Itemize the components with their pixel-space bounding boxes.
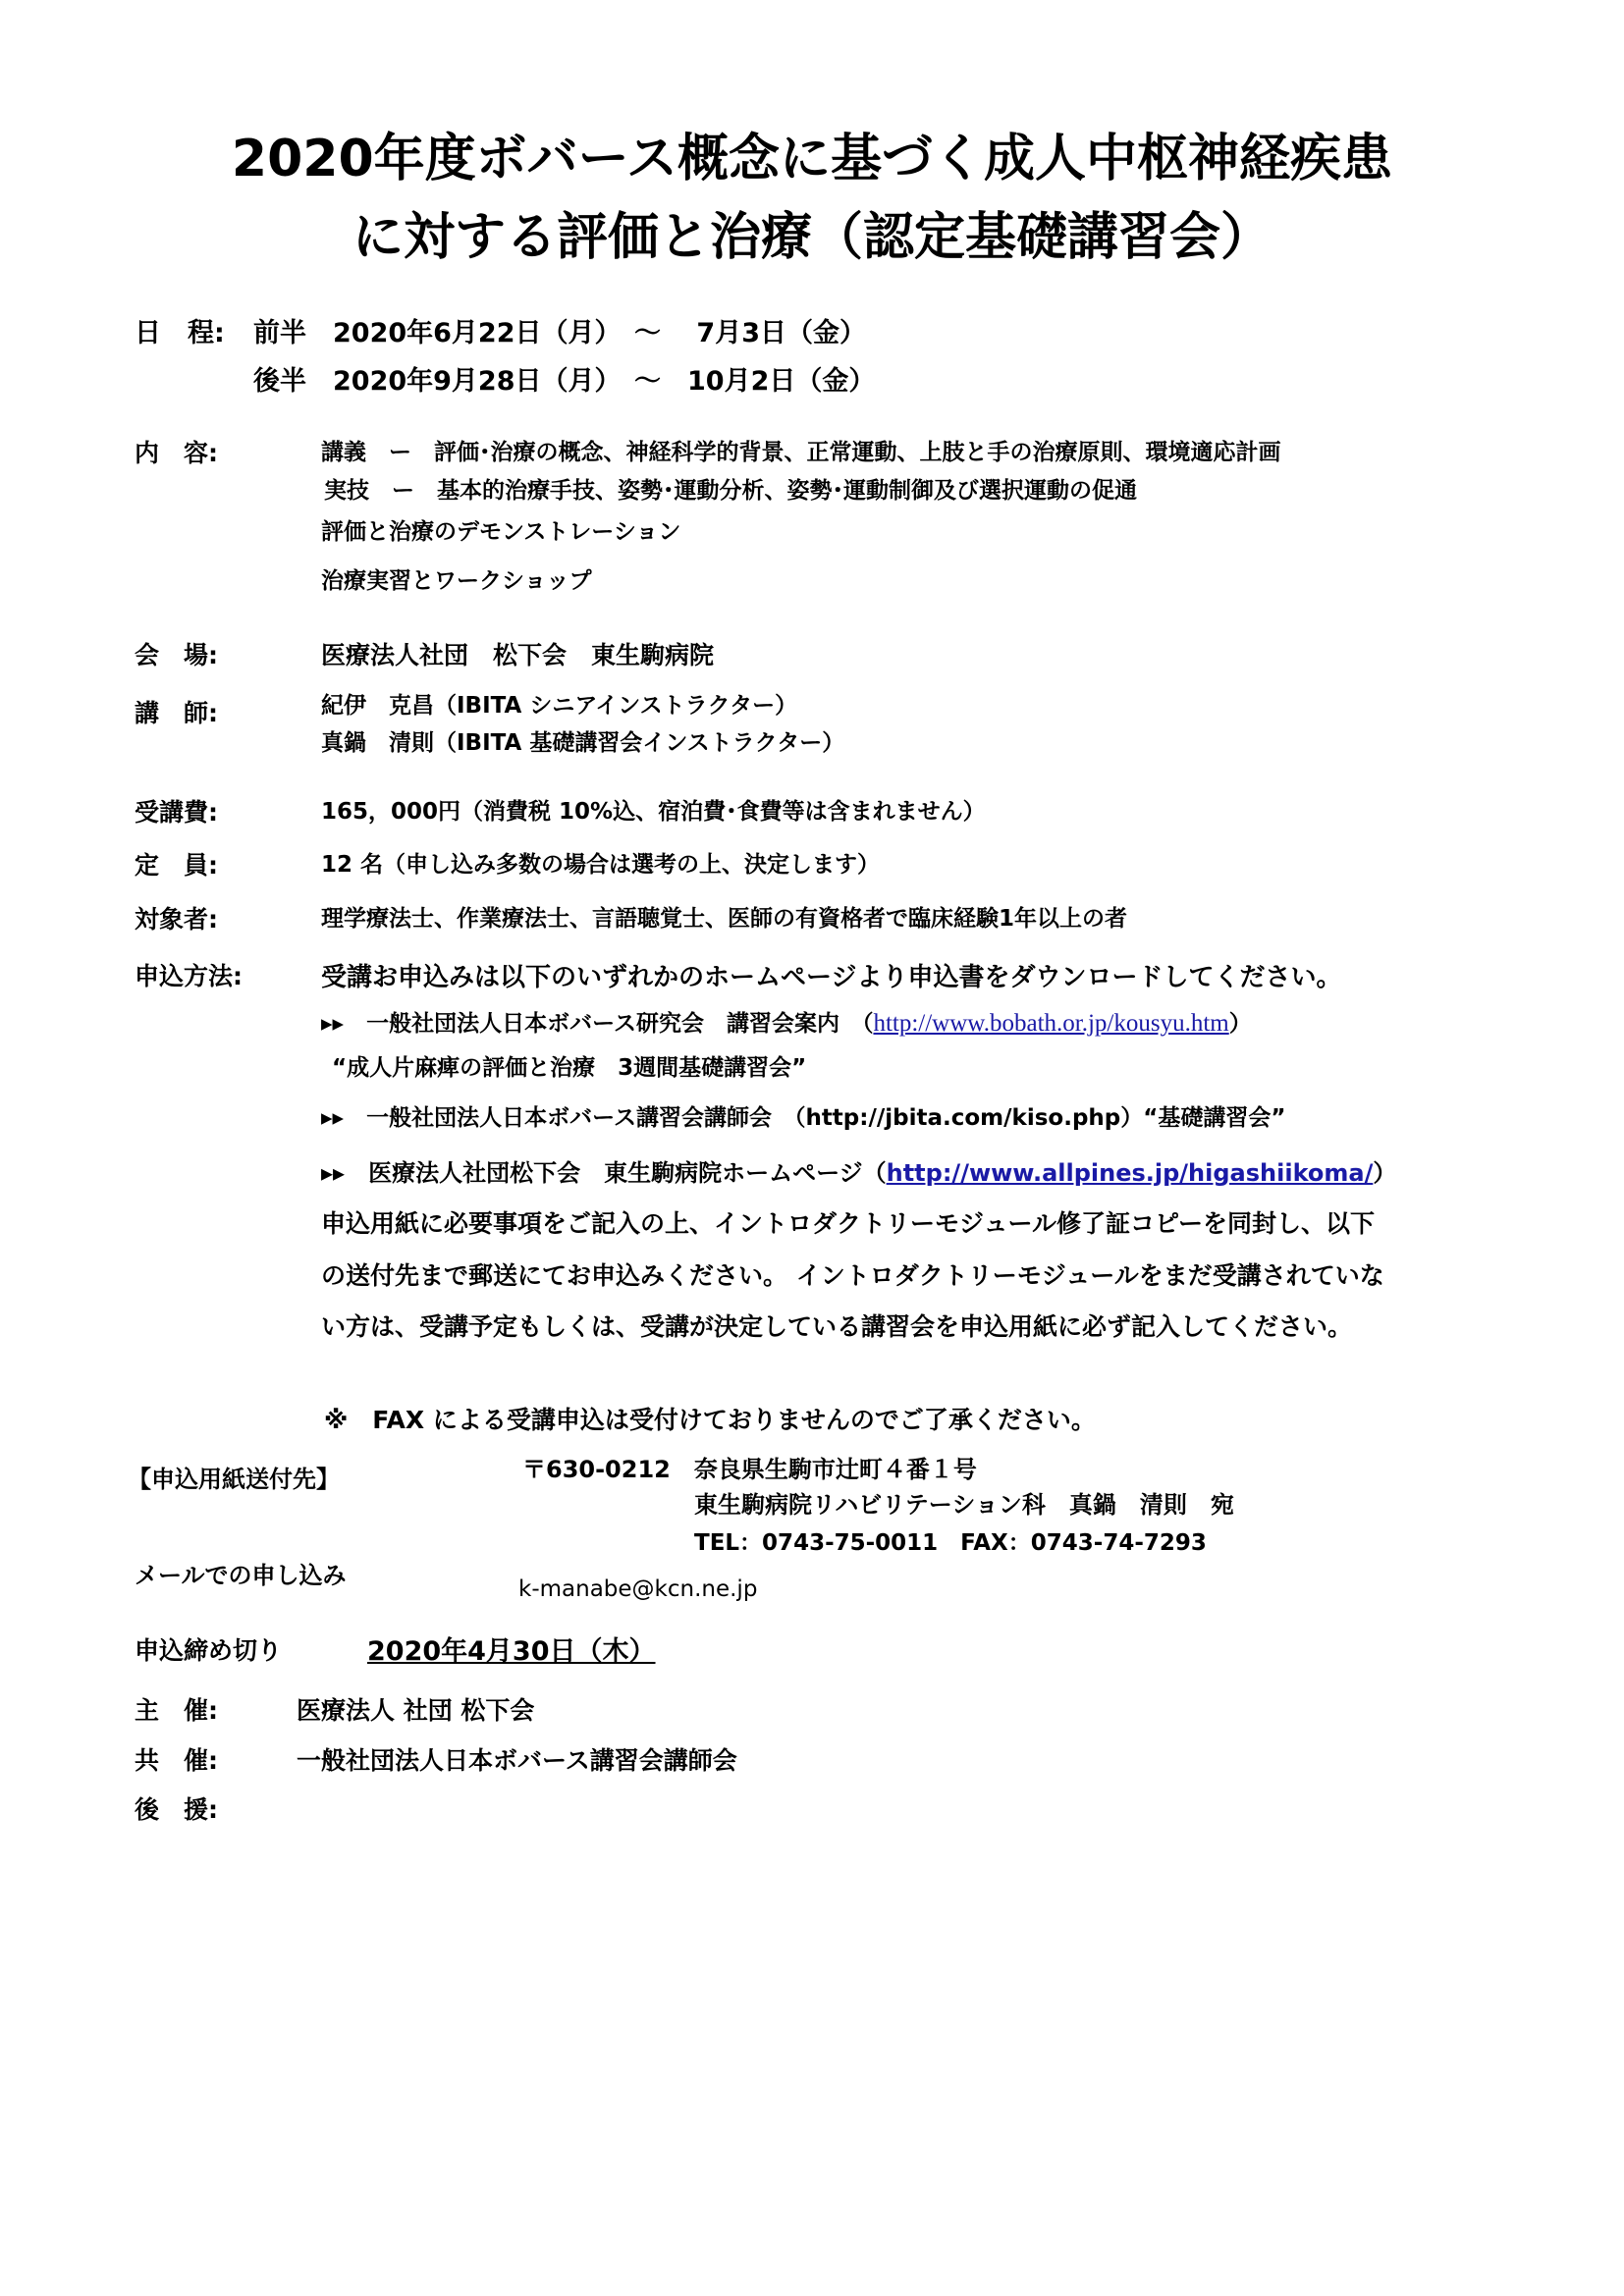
apply-link3-close: ）: [1373, 1159, 1397, 1187]
content-line-3: 評価と治療のデモンストレーション: [321, 519, 681, 545]
email-label: メールでの申し込み: [135, 1562, 347, 1589]
cohost-label: 共 催:: [135, 1746, 218, 1775]
apply-link3-row: [321, 1153, 1396, 1188]
capacity-label: 定 員:: [135, 851, 218, 880]
venue-label: 会 場:: [135, 641, 218, 669]
mailto-tel: TEL：0743-75-0011 FAX：0743-74-7293: [694, 1530, 1207, 1556]
mailto-address2: 東生駒病院リハビリテーション科 真鍋 清則 宛: [694, 1491, 1234, 1519]
deadline-value: 2020年4月30日（木）: [367, 1636, 656, 1667]
apply-body-3: い方は、受講予定もしくは、受講が決定している講習会を申込用紙に必ず記入してください。: [321, 1312, 1353, 1341]
apply-body-1: 申込用紙に必要事項をご記入の上、イントロダクトリーモジュール修了証コピーを同封し、以下: [321, 1209, 1376, 1238]
instructors-label: 講 師:: [135, 699, 218, 727]
capacity-value: 12 名（申し込み多数の場合は選考の上、決定します）: [321, 852, 881, 878]
page-title-line2: に対する評価と治療（認定基礎講習会）: [352, 208, 1272, 267]
host-label: 主 催:: [135, 1696, 218, 1725]
page-title-line1: 2020年度ボバース概念に基づく成人中枢神経疾患: [231, 130, 1393, 188]
schedule-label: 日 程:: [135, 318, 225, 348]
apply-body-2: の送付先まで郵送にてお申込みください。 イントロダクトリーモジュールをまだ受講されていな: [321, 1261, 1384, 1290]
mailto-label: 【申込用紙送付先】: [128, 1466, 340, 1493]
venue-value: 医療法人社団 松下会 東生駒病院: [321, 641, 715, 669]
apply-link2-row[interactable]: ▸▸ 一般社団法人日本ボバース講習会講師会 （http://jbita.com/kiso.php）“基礎講習会”: [321, 1105, 1286, 1131]
bobath-link[interactable]: http://www.bobath.or.jp/kousyu.htm: [873, 1010, 1229, 1037]
schedule-second: 後半 2020年9月28日（月） ～ 10月2日（金）: [253, 366, 876, 397]
target-label: 対象者:: [135, 905, 218, 934]
content-label: 内 容:: [135, 439, 218, 467]
cohost-value: 一般社団法人日本ボバース講習会講師会: [297, 1746, 737, 1775]
instructor-2: 真鍋 清則（IBITA 基礎講習会インストラクター）: [321, 730, 845, 756]
apply-label: 申込方法:: [135, 962, 243, 990]
apply-link1-close: ）: [1228, 1011, 1252, 1037]
target-value: 理学療法士、作業療法士、言語聴覚士、医師の有資格者で臨床経験1年以上の者: [321, 906, 1128, 932]
support-label: 後 援:: [135, 1795, 218, 1824]
apply-note: ※ FAX による受講申込は受付けておりませんのでご了承ください。: [324, 1406, 1096, 1434]
apply-intro: 受講お申込みは以下のいずれかのホームページより申込書をダウンロードしてください。: [321, 963, 1342, 992]
email-value[interactable]: k-manabe@kcn.ne.jp: [518, 1576, 758, 1602]
allpines-link[interactable]: http://www.allpines.jp/higashiikoma/: [886, 1159, 1374, 1187]
apply-link1-row: [321, 1005, 1252, 1038]
content-line-2: 実技 ー 基本的治療手技、姿勢･運動分析、姿勢･運動制御及び選択運動の促通: [324, 478, 1137, 504]
apply-link1-sub: “成人片麻痺の評価と治療 3週間基礎講習会”: [332, 1055, 807, 1081]
fee-value: 165，000円（消費税 10%込、宿泊費･食費等は含まれません）: [321, 799, 986, 825]
deadline-label: 申込締め切り: [135, 1636, 283, 1665]
fee-label: 受講費:: [135, 798, 218, 827]
apply-link1-text: ▸▸ 一般社団法人日本ボバース研究会 講習会案内 （: [321, 1011, 874, 1037]
schedule-first: 前半 2020年6月22日（月） ～ 7月3日（金）: [253, 318, 866, 348]
content-line-4: 治療実習とワークショップ: [321, 568, 592, 594]
apply-link3-text: ▸▸ 医療法人社団松下会 東生駒病院ホームページ（: [321, 1159, 887, 1187]
host-value: 医療法人 社団 松下会: [297, 1696, 535, 1725]
mailto-address1: 〒630-0212 奈良県生駒市辻町４番１号: [522, 1456, 977, 1483]
content-line-1: 講義 ー 評価･治療の概念、神経科学的背景、正常運動、上肢と手の治療原則、環境適応計画: [321, 440, 1281, 465]
instructor-1: 紀伊 克昌（IBITA シニアインストラクター）: [321, 693, 798, 719]
